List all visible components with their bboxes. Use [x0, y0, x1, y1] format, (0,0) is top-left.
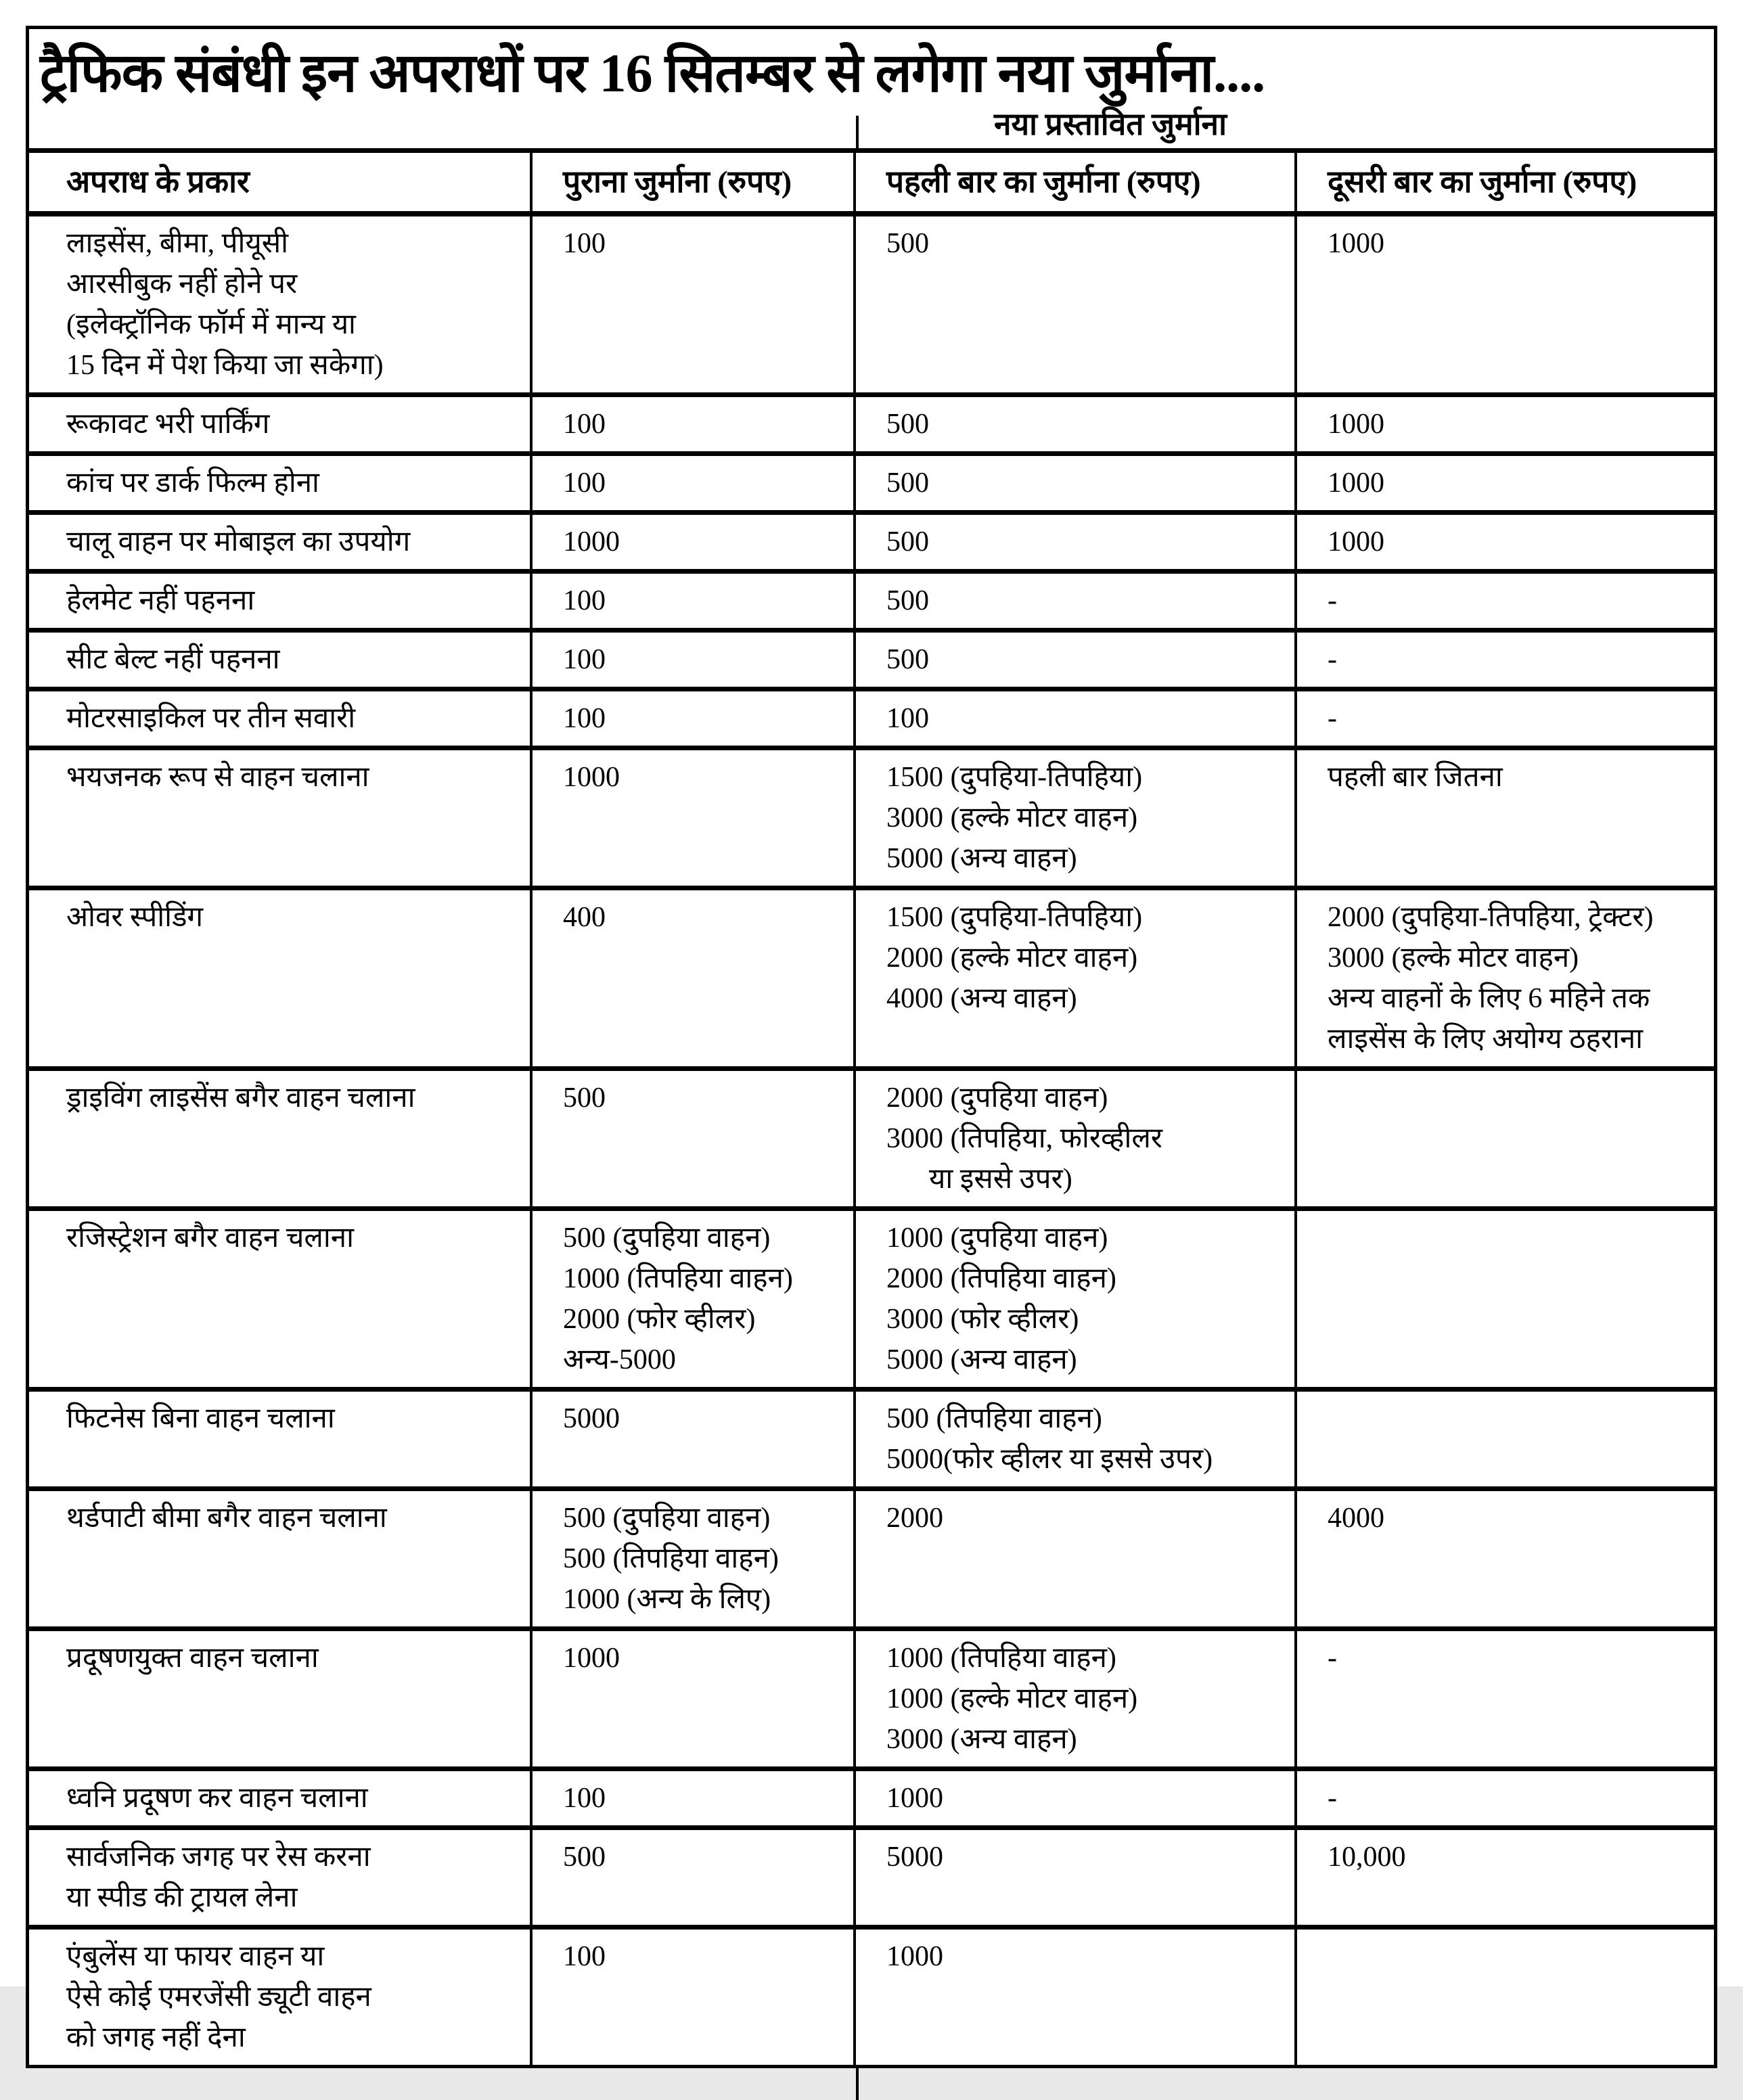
cell-line: ड्राइविंग लाइसेंस बगैर वाहन चलाना	[66, 1082, 415, 1114]
cell-offense	[29, 456, 530, 510]
cell-line: 100	[886, 703, 929, 735]
cell-line: 100	[563, 409, 606, 440]
cell-line: 500 (तिपहिया वाहन)	[886, 1403, 1102, 1435]
table-row	[29, 1491, 1714, 1631]
cell-first-fine	[853, 216, 1294, 392]
cell-second-fine	[1294, 633, 1714, 687]
cell-offense	[29, 216, 530, 392]
cell-line: -	[1328, 1643, 1337, 1674]
divider-stub-bottom	[856, 2068, 859, 2100]
cell-old-fine	[530, 456, 853, 510]
cell-line: को जगह नहीं देना	[66, 2022, 246, 2054]
table-row	[29, 1071, 1714, 1211]
cell-offense	[29, 1392, 530, 1486]
cell-line: प्रदूषणयुक्त वाहन चलाना	[66, 1643, 319, 1674]
table-row	[29, 1211, 1714, 1392]
cell-line: -	[1328, 703, 1337, 735]
cell-old-fine	[530, 397, 853, 451]
fines-table	[29, 148, 1714, 2065]
cell-line: 500	[563, 1842, 606, 1873]
cell-line: रूकावट भरी पार्किंग	[66, 409, 270, 440]
cell-first-fine	[853, 1830, 1294, 1925]
cell-offense	[29, 1071, 530, 1206]
cell-line: 500	[886, 585, 929, 617]
cell-line: 5000 (अन्य वाहन)	[886, 1344, 1077, 1376]
cell-first-fine	[853, 574, 1294, 628]
cell-line: -	[1328, 644, 1337, 676]
cell-line: 1000	[563, 1643, 620, 1674]
cell-line: 100	[563, 1783, 606, 1814]
cell-first-fine	[853, 1071, 1294, 1206]
cell-offense	[29, 1771, 530, 1825]
cell-old-fine	[530, 1631, 853, 1766]
cell-line: 2000 (दुपहिया वाहन)	[886, 1082, 1108, 1114]
cell-line: 100	[563, 228, 606, 260]
cell-line: 1000	[563, 526, 620, 558]
cell-line: लाइसेंस के लिए अयोग्य ठहराना	[1328, 1024, 1644, 1055]
cell-second-fine	[1294, 691, 1714, 746]
cell-first-fine	[853, 1771, 1294, 1825]
cell-line: 3000 (हल्के मोटर वाहन)	[1328, 942, 1579, 974]
cell-line: 2000 (दुपहिया-तिपहिया, ट्रेक्टर)	[1328, 902, 1654, 934]
cell-line: 500	[563, 1082, 606, 1114]
cell-second-fine	[1294, 1631, 1714, 1766]
cell-line: 4000 (अन्य वाहन)	[886, 983, 1077, 1015]
cell-first-fine	[853, 890, 1294, 1066]
cell-line: 2000 (फोर व्हीलर)	[563, 1304, 756, 1336]
cell-line: -	[1328, 1783, 1337, 1814]
cell-first-fine	[853, 456, 1294, 510]
cell-line: मोटरसाइकिल पर तीन सवारी	[66, 703, 356, 735]
cell-second-fine	[1294, 750, 1714, 886]
header-cell-second-offense-fine	[1294, 153, 1714, 211]
table-row	[29, 515, 1714, 574]
cell-line: 1500 (दुपहिया-तिपहिया)	[886, 762, 1143, 794]
cell-line: 5000	[886, 1842, 943, 1873]
cell-line: 5000	[563, 1403, 620, 1435]
header-label: अपराध के प्रकार	[66, 164, 250, 200]
cell-old-fine	[530, 750, 853, 886]
cell-line: 5000(फोर व्हीलर या इससे उपर)	[886, 1444, 1213, 1476]
cell-line: हेलमेट नहीं पहनना	[66, 585, 255, 617]
header-cell-first-offense-fine	[853, 153, 1294, 211]
cell-line: सीट बेल्ट नहीं पहनना	[66, 644, 280, 676]
table-row	[29, 1771, 1714, 1830]
cell-offense	[29, 1211, 530, 1387]
cell-second-fine	[1294, 1071, 1714, 1206]
cell-offense	[29, 890, 530, 1066]
cell-offense	[29, 750, 530, 886]
header-label: दूसरी बार का जुर्माना (रुपए)	[1328, 164, 1637, 200]
cell-line: या स्पीड की ट्रायल लेना	[66, 1882, 298, 1914]
cell-line: अन्य वाहनों के लिए 6 महिने तक	[1328, 983, 1650, 1015]
cell-second-fine	[1294, 574, 1714, 628]
table-body	[29, 216, 1714, 2065]
cell-line: 500	[886, 228, 929, 260]
cell-line: 1500 (दुपहिया-तिपहिया)	[886, 902, 1143, 934]
table-row	[29, 1930, 1714, 2065]
cell-offense	[29, 691, 530, 746]
table-row	[29, 216, 1714, 397]
cell-old-fine	[530, 1211, 853, 1387]
table-header-row	[29, 153, 1714, 216]
cell-line: 500	[886, 467, 929, 499]
table-row	[29, 1392, 1714, 1491]
cell-offense	[29, 1830, 530, 1925]
table-row	[29, 890, 1714, 1071]
table-row	[29, 397, 1714, 456]
cell-old-fine	[530, 574, 853, 628]
cell-first-fine	[853, 691, 1294, 746]
cell-line: 1000	[563, 762, 620, 794]
table-row	[29, 633, 1714, 691]
header-cell-offense	[29, 153, 530, 211]
cell-first-fine	[853, 397, 1294, 451]
header-cell-old-fine	[530, 153, 853, 211]
table-row	[29, 456, 1714, 515]
cell-offense	[29, 397, 530, 451]
cell-line: 1000	[1328, 467, 1384, 499]
table-row	[29, 1830, 1714, 1930]
cell-old-fine	[530, 691, 853, 746]
cell-line: (इलेक्ट्रॉनिक फॉर्म में मान्य या	[66, 309, 356, 341]
cell-line: कांच पर डार्क फिल्म होना	[66, 467, 319, 499]
cell-second-fine	[1294, 1491, 1714, 1626]
table-row	[29, 750, 1714, 890]
cell-line: 3000 (तिपहिया, फोरव्हीलर	[886, 1123, 1162, 1155]
cell-line: 1000	[886, 1783, 943, 1814]
cell-line: 1000 (अन्य के लिए)	[563, 1584, 771, 1616]
cell-line: 3000 (हल्के मोटर वाहन)	[886, 802, 1138, 834]
cell-line: 3000 (अन्य वाहन)	[886, 1724, 1077, 1756]
header-label: पुराना जुर्माना (रुपए)	[563, 164, 792, 200]
cell-line: 2000 (हल्के मोटर वाहन)	[886, 942, 1138, 974]
cell-old-fine	[530, 1771, 853, 1825]
cell-line: 5000 (अन्य वाहन)	[886, 843, 1077, 875]
cell-second-fine	[1294, 397, 1714, 451]
cell-second-fine	[1294, 1392, 1714, 1486]
cell-line: 2000	[886, 1503, 943, 1534]
cell-line: 500 (दुपहिया वाहन)	[563, 1503, 771, 1534]
page-subtitle: नया प्रस्तावित जुर्माना	[993, 106, 1227, 141]
cell-line: 1000	[1328, 228, 1384, 260]
cell-offense	[29, 1930, 530, 2065]
cell-line: 3000 (फोर व्हीलर)	[886, 1304, 1079, 1336]
cell-line: अन्य-5000	[563, 1344, 676, 1376]
cell-first-fine	[853, 1491, 1294, 1626]
cell-line: ओवर स्पीडिंग	[66, 902, 204, 934]
cell-line: 500 (दुपहिया वाहन)	[563, 1223, 771, 1254]
cell-line: या इससे उपर)	[886, 1164, 1072, 1195]
cell-second-fine	[1294, 1771, 1714, 1825]
cell-line: 500	[886, 644, 929, 676]
cell-line: 1000 (तिपहिया वाहन)	[886, 1643, 1116, 1674]
cell-second-fine	[1294, 890, 1714, 1066]
cell-line: 100	[563, 467, 606, 499]
cell-line: पहली बार जितना	[1328, 762, 1503, 794]
table-row	[29, 1631, 1714, 1771]
cell-old-fine	[530, 633, 853, 687]
cell-second-fine	[1294, 216, 1714, 392]
cell-line: 100	[563, 585, 606, 617]
cell-offense	[29, 515, 530, 569]
cell-line: 4000	[1328, 1503, 1384, 1534]
header-label: पहली बार का जुर्माना (रुपए)	[886, 164, 1201, 200]
cell-line: फिटनेस बिना वाहन चलाना	[66, 1403, 335, 1435]
cell-old-fine	[530, 515, 853, 569]
cell-line: 1000 (तिपहिया वाहन)	[563, 1263, 793, 1295]
cell-line: रजिस्ट्रेशन बगैर वाहन चलाना	[66, 1223, 354, 1254]
cell-second-fine	[1294, 1211, 1714, 1387]
cell-offense	[29, 1491, 530, 1626]
cell-line: लाइसेंस, बीमा, पीयूसी	[66, 228, 288, 260]
cell-old-fine	[530, 216, 853, 392]
cell-second-fine	[1294, 1930, 1714, 2065]
table-row	[29, 574, 1714, 633]
cell-line: 2000 (तिपहिया वाहन)	[886, 1263, 1116, 1295]
cell-line: 1000	[1328, 409, 1384, 440]
table-wrap	[29, 148, 1714, 2065]
cell-line: ध्वनि प्रदूषण कर वाहन चलाना	[66, 1783, 368, 1814]
cell-first-fine	[853, 1211, 1294, 1387]
cell-offense	[29, 574, 530, 628]
cell-line: थर्डपाटी बीमा बगैर वाहन चलाना	[66, 1503, 387, 1534]
cell-old-fine	[530, 890, 853, 1066]
cell-first-fine	[853, 750, 1294, 886]
cell-line: 500 (तिपहिया वाहन)	[563, 1543, 779, 1575]
cell-line: 100	[563, 644, 606, 676]
cell-first-fine	[853, 515, 1294, 569]
cell-line: एंबुलेंस या फायर वाहन या	[66, 1941, 325, 1973]
cell-old-fine	[530, 1830, 853, 1925]
cell-line: -	[1328, 585, 1337, 617]
cell-line: 1000	[886, 1941, 943, 1973]
cell-offense	[29, 633, 530, 687]
cell-line: 500	[886, 526, 929, 558]
cell-first-fine	[853, 633, 1294, 687]
cell-line: सार्वजनिक जगह पर रेस करना	[66, 1842, 371, 1873]
cell-old-fine	[530, 1392, 853, 1486]
cell-old-fine	[530, 1491, 853, 1626]
fines-notice-sheet	[26, 26, 1717, 2068]
cell-first-fine	[853, 1631, 1294, 1766]
cell-line: 1000 (दुपहिया वाहन)	[886, 1223, 1108, 1254]
cell-line: 100	[563, 1941, 606, 1973]
cell-second-fine	[1294, 456, 1714, 510]
table-row	[29, 691, 1714, 750]
cell-offense	[29, 1631, 530, 1766]
cell-line: आरसीबुक नहीं होने पर	[66, 269, 298, 300]
cell-line: 1000	[1328, 526, 1384, 558]
cell-line: 10,000	[1328, 1842, 1406, 1873]
cell-line: भयजनक रूप से वाहन चलाना	[66, 762, 369, 794]
cell-line: 500	[886, 409, 929, 440]
cell-first-fine	[853, 1930, 1294, 2065]
cell-old-fine	[530, 1071, 853, 1206]
cell-old-fine	[530, 1930, 853, 2065]
cell-line: 400	[563, 902, 606, 934]
cell-line: चालू वाहन पर मोबाइल का उपयोग	[66, 526, 411, 558]
cell-second-fine	[1294, 515, 1714, 569]
cell-line: 1000 (हल्के मोटर वाहन)	[886, 1683, 1138, 1715]
cell-first-fine	[853, 1392, 1294, 1486]
cell-line: 100	[563, 703, 606, 735]
cell-line: ऐसे कोई एमरजेंसी ड्यूटी वाहन	[66, 1982, 371, 2013]
cell-line: 15 दिन में पेश किया जा सकेगा)	[66, 350, 384, 382]
cell-second-fine	[1294, 1830, 1714, 1925]
page-title: ट्रैफिक संबंधी इन अपराधों पर 16 सितम्बर से लगेगा नया जुर्माना....	[40, 44, 1265, 104]
divider-stub-top	[856, 116, 859, 148]
